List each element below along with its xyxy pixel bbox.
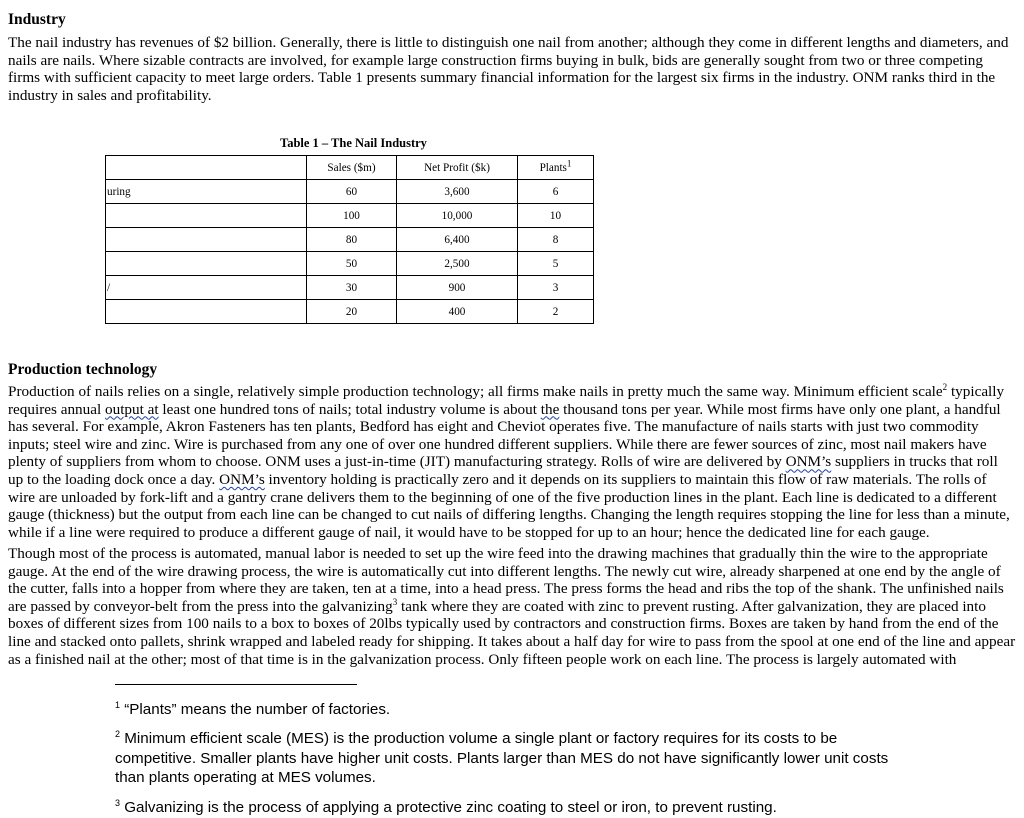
cell-sales: 80: [307, 228, 397, 252]
table-row: [106, 300, 594, 324]
cell-net-profit: 900: [397, 276, 518, 300]
footnote-ref-1: 1: [566, 157, 572, 168]
footnote-1: [115, 700, 915, 720]
cell-firm: [106, 300, 307, 324]
cell-sales: 20: [307, 300, 397, 324]
spellcheck-flag: ONM’s: [785, 453, 832, 471]
cell-sales: 30: [307, 276, 397, 300]
cell-firm: uring: [106, 180, 307, 204]
spellcheck-flag: ONM’s: [219, 470, 265, 488]
cell-firm: [106, 204, 307, 228]
cell-net-profit: 10,000: [397, 204, 518, 228]
text-run: tank where they are coated with zinc to prevent rusting. After galvanization, they are placed into boxes of different sizes from 100 nails to a box to boxes of 20lbs typically used by contractors and construction firms. Boxes are taken by hand from the end of the line and stacked onto pallets, shrink wrapped and labeled ready for shipping. It takes about a half day for wire to pass from the spool at one end of the line and appear as a finished nail at the other; most of that time is in the galvanization process. Only fifteen people work on each line. The process is largely automated with: [8, 597, 1016, 668]
footnote-3: [115, 798, 915, 818]
footnote-mark: 1: [115, 699, 121, 710]
cell-plants: 5: [518, 252, 594, 276]
text-run: inventory holding is practically zero and it depends on its suppliers to maintain this flow of raw materials. The rolls of wire are unloaded by fork-lift and a gantry crane delivers them to the beginning of one of the five production lines in the plant. Each line is dedicated to a different gauge (thickness) but the output from each line can be changed to cut nails of differing lengths. Changing the length requires stopping the line for less than a minute, while if a line were required to produce a different gauge of nail, it would have to be stopped for up to an hour; hence the dedicated line for each gauge.: [8, 470, 1010, 541]
cell-net-profit: 400: [397, 300, 518, 324]
text-run: Though most of the process is automated, manual labor is needed to set up the wire feed into the drawing machines that gradually thin the wire to the appropriate gauge. At the end of the wire drawing process, the wire is automatically cut into different lengths. The newly cut wire, already sharpened at one end by the angle of the cutter, falls into a hopper from where they are taken, ten at a time, into a head press. The press forms the head and ribs the top of the shank. The unfinished nails are passed by conveyor-belt from the press into the galvanizing: [8, 545, 1004, 615]
cell-sales: 60: [307, 180, 397, 204]
production-heading: Production technology: [8, 361, 158, 378]
footnote-separator: [115, 684, 357, 685]
cell-net-profit: 6,400: [397, 228, 518, 252]
cell-net-profit: 2,500: [397, 252, 518, 276]
cell-plants: 8: [518, 228, 594, 252]
header-firm: [106, 156, 307, 180]
text-run: typically requires annual: [8, 383, 1005, 418]
cell-plants: 2: [518, 300, 594, 324]
cell-sales: 100: [307, 204, 397, 228]
industry-heading: Industry: [8, 11, 66, 28]
industry-paragraph: The nail industry has revenues of $2 billion. Generally, there is little to distinguish one nail from another; although they come in different lengths and diameters, and nails are nails. Where sizable contracts are involved, for example large construction firms buying in bulk, bids are generally sought from two or three competing firms with sufficient capacity to meet large orders. Table 1 presents summary financial information for the largest six firms in the industry. ONM ranks third in the industry in sales and profitability.: [8, 34, 1009, 104]
footnote-text: Galvanizing is the process of applying a protective zinc coating to steel or iron, to prevent rusting.: [120, 799, 777, 816]
table-row: [106, 180, 594, 204]
text-run: Production of nails relies on a single, relatively simple production technology; all firms make nails in pretty much the same way. Minimum efficient scale: [8, 383, 943, 400]
text-run: least one hundred tons of nails; total industry volume is about: [158, 400, 541, 418]
table-row: [106, 228, 594, 252]
cell-plants: 6: [518, 180, 594, 204]
footnote-mark: 3: [115, 797, 121, 808]
footnote-mark: 2: [115, 728, 121, 739]
header-sales: Sales ($m): [307, 156, 397, 180]
production-paragraph-1: [8, 383, 1016, 541]
text-run: suppliers in trucks that roll up to the loading dock once a day.: [8, 453, 998, 488]
cell-net-profit: 3,600: [397, 180, 518, 204]
header-plants: [518, 156, 594, 180]
footnote-ref-2: 2: [942, 381, 948, 392]
production-paragraph-2: [8, 545, 1016, 668]
table-row: [106, 252, 594, 276]
table-row: [106, 204, 594, 228]
cell-firm: [106, 228, 307, 252]
spellcheck-flag: output at: [105, 400, 159, 418]
cell-firm: /: [106, 276, 307, 300]
table-header-row: [106, 156, 594, 180]
cell-firm: [106, 252, 307, 276]
header-plants-label: Plants: [539, 161, 567, 174]
nail-industry-table: [105, 155, 594, 324]
footnote-ref-3: 3: [392, 596, 398, 607]
footnote-2: [115, 729, 915, 788]
table-title: Table 1 – The Nail Industry: [280, 136, 427, 150]
footnote-text: “Plants” means the number of factories.: [120, 701, 391, 718]
cell-sales: 50: [307, 252, 397, 276]
table-row: [106, 276, 594, 300]
cell-plants: 3: [518, 276, 594, 300]
footnote-text: Minimum efficient scale (MES) is the production volume a single plant or factory requires for its costs to be competitive. Smaller plants have higher unit costs. Plants larger than MES do not have significantly lower unit costs than plants operating at MES volumes.: [115, 730, 889, 786]
header-net-profit: Net Profit ($k): [397, 156, 518, 180]
cell-plants: 10: [518, 204, 594, 228]
text-run: thousand tons per year. While most firms have only one plant, a handful has several. For example, Akron Fasteners has ten plants, Bedford has eight and Cheviot operates five. The manufacture of nails starts with just two commodity inputs; steel wire and zinc. Wire is purchased from any one of over one hundred different suppliers. While there are fewer sources of zinc, most nail makers have plenty of suppliers from whom to choose. ONM uses a just-in-time (JIT) manufacturing strategy. Rolls of wire are delivered by: [8, 400, 1001, 471]
spellcheck-flag: the: [540, 400, 560, 418]
